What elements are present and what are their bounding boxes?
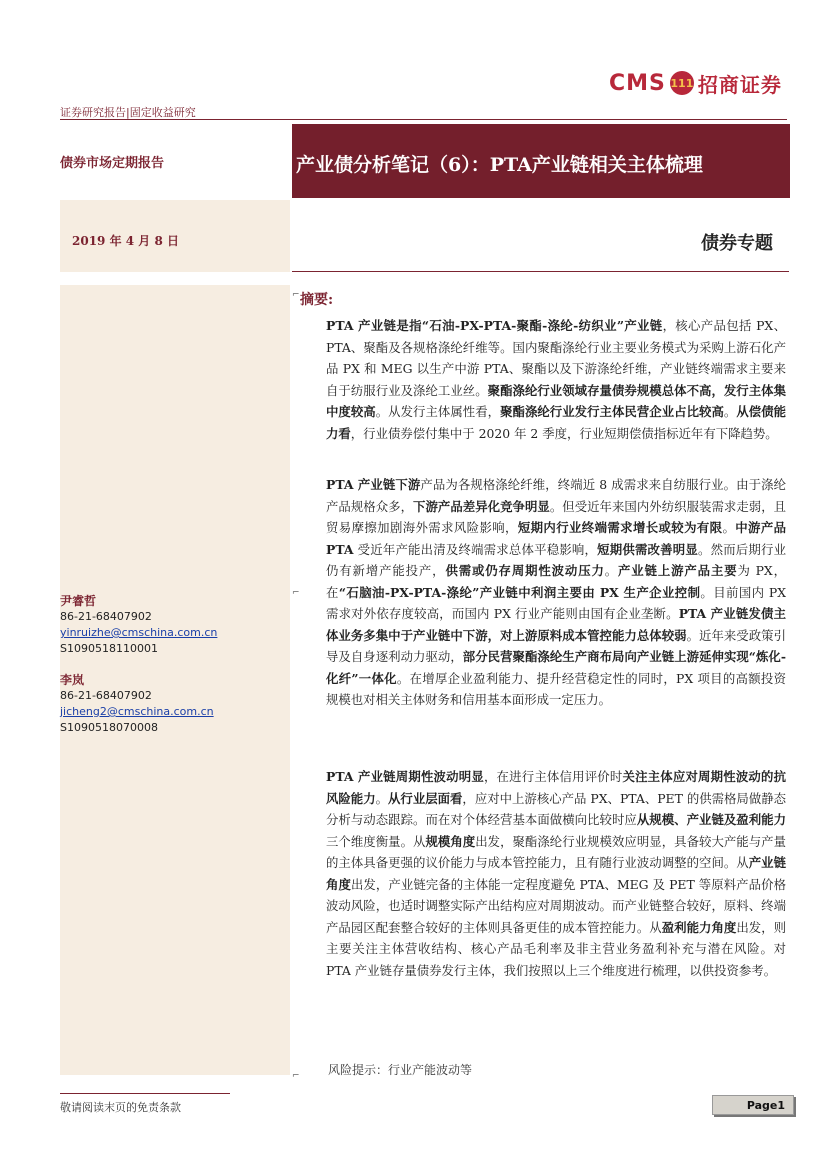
body-text: 。从发行主体属性看， bbox=[375, 404, 501, 419]
body-text: 。然而后期行业仍有新增产能投产， bbox=[326, 541, 787, 578]
report-topic: 债券专题 bbox=[701, 233, 773, 254]
body-text: 。 bbox=[604, 563, 619, 578]
emphasis-text: PTA 产业链发债主体业务多集中于产业链中下游，对上游原料成本管控能力总体较弱 bbox=[326, 606, 786, 643]
emphasis-text: 中游产品 PTA bbox=[326, 520, 787, 557]
body-text: 。在增厚企业盈利能力、提升经营稳定性的同时，PX 项目的高额投资规模也对相关主体财务和信用基本面形成一定压力。 bbox=[326, 670, 786, 707]
analyst-card bbox=[60, 593, 217, 657]
logo-brand-en: CMS bbox=[609, 70, 666, 96]
emphasis-text: “石脑油-PX-PTA-涤纶”产业链中利润主要由 PX 生产企业控制 bbox=[338, 584, 701, 600]
analyst-name: 李岚 bbox=[60, 673, 85, 687]
analyst-phone: 86-21-68407902 bbox=[60, 689, 152, 702]
body-text: ，行业债券偿付集中于 2020 年 2 季度，行业短期偿债指标近年有下降趋势。 bbox=[350, 425, 778, 441]
body-text: ，应对中上游核心产品 PX、PTA、PET 的供需格局做静态分析与动态跟踪。而在对个体经营基本面做横向比较时应 bbox=[326, 790, 787, 827]
corner-mark-icon: ⌐ bbox=[292, 290, 300, 300]
body-text: 。近年来受政策引导及自身逐利动力驱动， bbox=[326, 627, 787, 664]
corner-mark-icon: ⌐ bbox=[292, 588, 300, 598]
body-text: 。但受近年来国内外纺织服装需求走弱，且贸易摩擦加剧海外需求风险影响， bbox=[326, 498, 787, 535]
page-number-badge: Page1 bbox=[712, 1095, 794, 1115]
top-divider bbox=[60, 119, 787, 120]
disclaimer[interactable]: 敬请阅读末页的免责条款 bbox=[60, 1101, 181, 1114]
analyst-cert: S1090518110001 bbox=[60, 642, 158, 655]
analyst-email[interactable]: yinruizhe@cmschina.com.cn bbox=[60, 626, 218, 639]
analyst-name: 尹睿哲 bbox=[60, 594, 97, 608]
body-text: 出发，产业链完备的主体能一定程度避免 PTA、MEG 及 PET 等原料产品价格波动风险，也适时调整实际产出结构应对周期波动。而产业链整合较好，原料、终端产品园区配套整合较好的主体则具备更佳的成本管控能力。从 bbox=[326, 876, 786, 935]
body-text: 。 bbox=[722, 520, 736, 535]
body-text: 受近年产能出清及终端需求总体平稳影响， bbox=[353, 541, 598, 557]
emphasis-text: 聚酯涤纶行业领域存量债券规模总体不高，发行主体集中度较高 bbox=[326, 382, 787, 419]
body-text: 。 bbox=[723, 404, 737, 419]
body-text: 三个维度衡量。从 bbox=[326, 833, 426, 849]
abstract-label: 摘要: bbox=[300, 292, 334, 308]
emphasis-text: 产业链上游产品主要 bbox=[618, 563, 738, 578]
emphasis-text: PTA 产业链周期性波动明显 bbox=[326, 769, 484, 784]
body-text: ，核心产品包括 PX、PTA、聚酯及各规格涤纶纤维等。国内聚酯涤纶行业主要业务模式为采购上游石化产品 PX 和 MEG 以生产中游 PTA、聚酯以及下游涤纶纤维，产业链终端需求主要来自于纺服行业及涤纶工业丝。 bbox=[326, 318, 786, 398]
cms-logo bbox=[609, 66, 782, 100]
body-text: 产品为各规格涤纶纤维，终端近 8 成需求来自纺服行业。由于涤纶产品规格众多， bbox=[326, 477, 786, 514]
body-text: ，在进行主体信用评价时 bbox=[483, 769, 623, 784]
emphasis-text: 从行业层面看 bbox=[388, 790, 463, 806]
abstract-paragraph bbox=[326, 474, 786, 711]
corner-mark-icon: ⌐ bbox=[292, 1071, 300, 1081]
emphasis-text: 规模角度 bbox=[425, 833, 476, 849]
logo-seal-icon: 111 bbox=[670, 71, 694, 95]
emphasis-text: PTA 产业链是指“石油-PX-PTA-聚酯-涤纶-纺织业”产业链 bbox=[326, 318, 663, 333]
emphasis-text: 关注主体应对周期性波动的抗风险能力 bbox=[326, 769, 787, 806]
emphasis-text: 盈利能力角度 bbox=[661, 919, 737, 935]
analyst-cert: S1090518070008 bbox=[60, 721, 158, 734]
emphasis-text: 聚酯涤纶行业发行主体民营企业占比较高 bbox=[500, 404, 724, 419]
page-title: 产业债分析笔记（6）：PTA产业链相关主体梳理 bbox=[296, 154, 703, 176]
abstract-paragraph bbox=[326, 766, 786, 981]
emphasis-text: PTA 产业链下游 bbox=[326, 477, 421, 492]
emphasis-text: 从规模、产业链及盈利能力 bbox=[636, 812, 787, 827]
body-text: 出发，则主要关注主体营收结构、核心产品毛利率及非主营业务盈利补充与潜在风险。对 PTA 产业链存量债券发行主体，我们按照以上三个维度进行梳理，以供投资参考。 bbox=[326, 919, 787, 978]
emphasis-text: 短期内行业终端需求增长或较为有限 bbox=[517, 520, 723, 535]
emphasis-text: 产业链角度 bbox=[326, 855, 787, 892]
emphasis-text: 下游产品差异化竞争明显 bbox=[413, 498, 550, 514]
emphasis-text: 供需或仍存周期性波动压力 bbox=[445, 563, 605, 578]
logo-brand-cn: 招商证券 bbox=[697, 72, 782, 97]
footer-divider bbox=[60, 1093, 230, 1094]
emphasis-text: 从偿债能力看 bbox=[326, 404, 787, 441]
risk-note: 风险提示：行业产能波动等 bbox=[328, 1063, 473, 1077]
analyst-card bbox=[60, 672, 214, 736]
breadcrumb: 证券研究报告|固定收益研究 bbox=[60, 106, 196, 119]
report-type: 债券市场定期报告 bbox=[60, 156, 165, 171]
abstract-paragraph bbox=[326, 315, 786, 444]
body-text: 出发，聚酯涤纶行业规模效应明显，具备较大产能与产量的主体具备更强的议价能力与成本管控能力，且有随行业波动调整的空间。从 bbox=[326, 833, 786, 870]
body-text: 。 bbox=[375, 790, 389, 806]
topic-divider bbox=[292, 271, 789, 272]
report-date: 2019 年 4 月 8 日 bbox=[72, 234, 179, 248]
body-text: 。目前国内 PX 需求对外依存度较高，而国内 PX 行业产能则由国有企业垄断。 bbox=[326, 584, 787, 621]
body-text: 为 PX，在 bbox=[326, 563, 787, 600]
analyst-phone: 86-21-68407902 bbox=[60, 610, 152, 623]
emphasis-text: 短期供需改善明显 bbox=[597, 541, 698, 557]
emphasis-text: 部分民营聚酯涤纶生产商布局向产业链上游延伸实现“炼化-化纤”一体化 bbox=[326, 649, 786, 686]
analyst-email[interactable]: jicheng2@cmschina.com.cn bbox=[60, 705, 214, 718]
